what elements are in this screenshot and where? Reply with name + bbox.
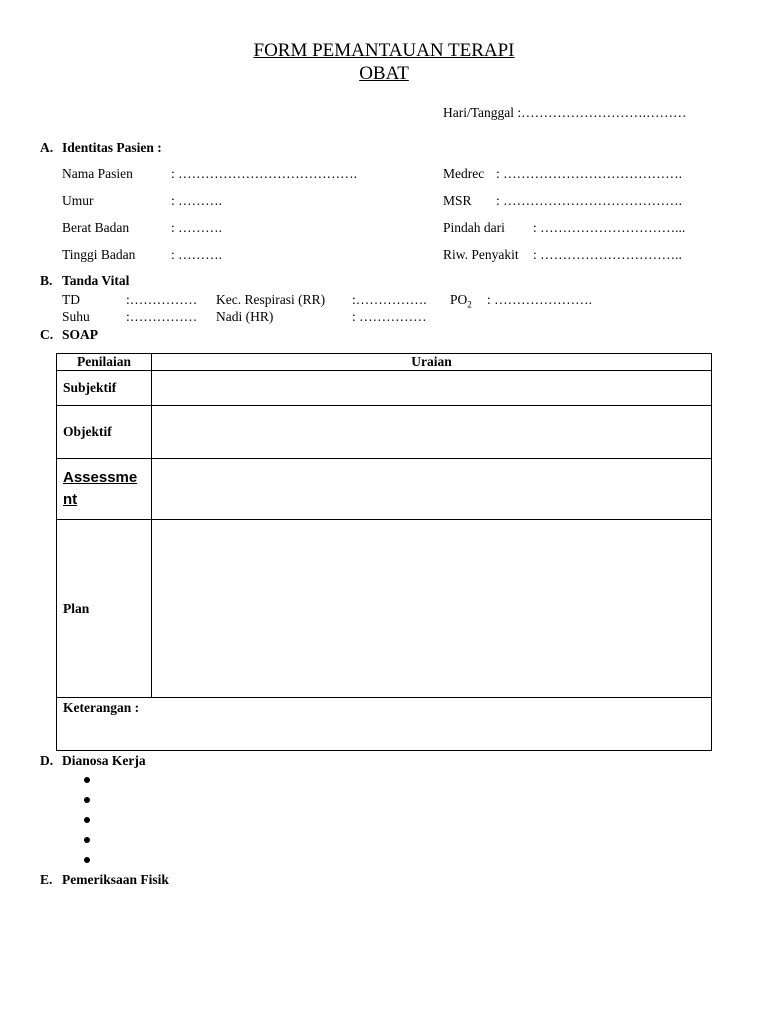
identity-label-riwayat: Riw. Penyakit xyxy=(443,247,519,262)
soap-table xyxy=(56,353,712,751)
section-d-title: Dianosa Kerja xyxy=(62,753,146,768)
vital-td-label: TD xyxy=(62,292,80,307)
section-d-letter: D. xyxy=(40,753,54,768)
identity-label-berat: Berat Badan xyxy=(62,220,130,235)
vital-po2-text: PO xyxy=(450,292,468,307)
soap-label-objektif: Objektif xyxy=(57,406,152,459)
bullet-icon xyxy=(84,797,90,803)
soap-row-plan xyxy=(57,520,712,698)
bullet-icon xyxy=(84,837,90,843)
section-c-letter: C. xyxy=(40,327,54,342)
date-field: Hari/Tanggal :……………………….……… xyxy=(443,105,687,120)
vital-po2-subscript: 2 xyxy=(467,299,472,310)
identity-value-riwayat: : ………………………….. xyxy=(533,247,682,262)
bullet-icon xyxy=(84,817,90,823)
soap-header-penilaian: Penilaian xyxy=(57,354,152,371)
soap-label-assessment xyxy=(57,459,152,520)
page-title-line-1: FORM PEMANTAUAN TERAPI xyxy=(253,40,515,61)
soap-header-row xyxy=(57,354,712,371)
identity-value-msr: : …………………………………. xyxy=(496,193,683,208)
identity-label-msr: MSR xyxy=(443,193,472,208)
identity-label-tinggi: Tinggi Badan xyxy=(62,247,136,262)
section-b-letter: B. xyxy=(40,273,53,288)
section-b-title: Tanda Vital xyxy=(62,273,130,288)
soap-row-subjektif xyxy=(57,371,712,406)
identity-label-pindah: Pindah dari xyxy=(443,220,505,235)
section-e-letter: E. xyxy=(40,872,53,887)
vital-po2-value: : …………………. xyxy=(487,292,593,307)
vital-suhu-label: Suhu xyxy=(62,309,90,324)
soap-row-objektif xyxy=(57,406,712,459)
section-c-title: SOAP xyxy=(62,327,99,342)
section-a-title: Identitas Pasien : xyxy=(62,140,162,155)
vital-hr-label: Nadi (HR) xyxy=(216,309,274,324)
soap-cell-objektif[interactable] xyxy=(152,406,712,459)
vital-rr-value: :……………. xyxy=(352,292,427,307)
soap-cell-plan[interactable] xyxy=(152,520,712,698)
identity-value-nama: : …………………………………. xyxy=(171,166,358,181)
vital-po2-label xyxy=(450,292,472,310)
section-a-letter: A. xyxy=(40,140,54,155)
vital-hr-value: : …………… xyxy=(352,309,427,324)
identity-value-berat: : ………. xyxy=(171,220,223,235)
section-e-title: Pemeriksaan Fisik xyxy=(62,872,169,887)
identity-label-umur: Umur xyxy=(62,193,94,208)
vital-rr-label: Kec. Respirasi (RR) xyxy=(216,292,326,307)
soap-label-subjektif: Subjektif xyxy=(57,371,152,406)
bullet-icon xyxy=(84,777,90,783)
soap-keterangan[interactable]: Keterangan : xyxy=(57,698,712,751)
identity-label-medrec: Medrec xyxy=(443,166,485,181)
soap-header-uraian: Uraian xyxy=(152,354,712,371)
vital-suhu-value: :…………… xyxy=(126,309,198,324)
identity-value-medrec: : …………………………………. xyxy=(496,166,683,181)
identity-value-tinggi: : ………. xyxy=(171,247,223,262)
vital-td-value: :…………… xyxy=(126,292,198,307)
soap-label-plan: Plan xyxy=(57,520,152,698)
soap-row-keterangan xyxy=(57,698,712,751)
bullet-icon xyxy=(84,857,90,863)
identity-value-umur: : ………. xyxy=(171,193,223,208)
identity-value-pindah: : …………………………... xyxy=(533,220,686,235)
identity-label-nama: Nama Pasien xyxy=(62,166,133,181)
soap-cell-assessment[interactable] xyxy=(152,459,712,520)
page-title-line-2: OBAT xyxy=(359,63,409,84)
soap-cell-subjektif[interactable] xyxy=(152,371,712,406)
soap-assessment-text: Assessment xyxy=(63,469,138,508)
soap-row-assessment xyxy=(57,459,712,520)
